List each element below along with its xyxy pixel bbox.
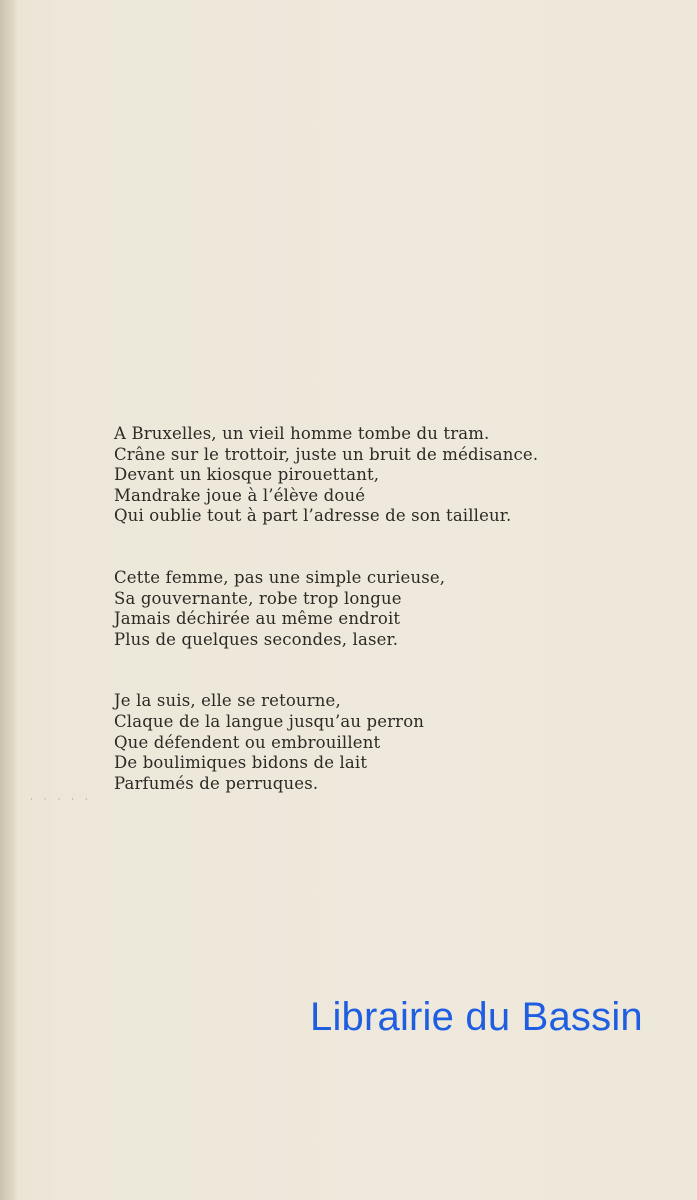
- poem-line: Crâne sur le trottoir, juste un bruit de médisance.: [114, 444, 539, 464]
- poem-line: Parfumés de perruques.: [114, 773, 319, 793]
- stanza-2: [114, 568, 634, 650]
- poem-line: Jamais déchirée au même endroit: [114, 609, 401, 629]
- poem-line: Sa gouvernante, robe trop longue: [114, 588, 402, 608]
- poem-line: Devant un kiosque pirouettant,: [114, 465, 380, 485]
- paper-specks: · · · · ·: [30, 795, 92, 805]
- poem-line: Claque de la langue jusqu’au perron: [114, 711, 425, 731]
- poem-line: A Bruxelles, un vieil homme tombe du tram.: [114, 424, 490, 443]
- poem-line: Qui oublie tout à part l’adresse de son tailleur.: [114, 506, 512, 526]
- poem-line: Mandrake joue à l’élève doué: [114, 485, 366, 505]
- poem-line: Que défendent ou embrouillent: [114, 732, 381, 752]
- stanza-3: [114, 691, 634, 794]
- poem: [114, 424, 634, 794]
- poem-line: Cette femme, pas une simple curieuse,: [114, 567, 446, 587]
- poem-line: Je la suis, elle se retourne,: [114, 691, 341, 711]
- stanza-1: [114, 424, 634, 527]
- poem-line: Plus de quelques secondes, laser.: [114, 629, 399, 649]
- gutter-shadow: [0, 0, 18, 1200]
- poem-line: De boulimiques bidons de lait: [114, 753, 368, 773]
- watermark: Librairie du Bassin: [310, 995, 643, 1039]
